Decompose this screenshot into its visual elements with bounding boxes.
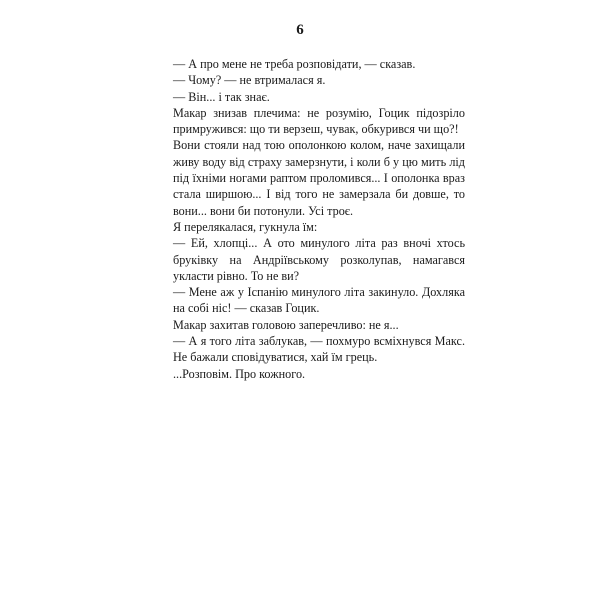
paragraph: — А я того літа заблукав, — похмуро всміхнувся Макс. Не бажали сповідуватися, хай їм грець. [173, 334, 465, 365]
page-number: 6 [296, 22, 304, 38]
body-text [173, 56, 465, 382]
paragraph: Макар знизав плечима: не розумію, Гоцик підозріло примружився: що ти верзеш, чувак, обкурився чи що?! [173, 105, 465, 137]
paragraph: — Мене аж у Іспанію минулого літа закинуло. Дохляка на собі ніс! — сказав Гоцик. [173, 285, 465, 316]
paragraph: — Чому? — не втрималася я. [173, 73, 326, 88]
paragraph: Я перелякалася, гукнула їм: [173, 219, 318, 234]
paragraph: — Він... і так знає. [173, 89, 270, 104]
paragraph: ...Розповім. Про кожного. [173, 366, 306, 381]
paragraph: Вони стояли над тою ополонкою колом, наче захищали живу воду від страху замерзнути, і коли б у цю мить лід під їхніми ногами раптом проломився... І ополонка враз стала ширшою... І від того не замерзала би довше, то вони... вони би потонули. Усі троє. [173, 138, 465, 218]
paragraph: Макар захитав головою заперечливо: не я... [173, 317, 399, 332]
paragraph: — А про мене не треба розповідати, — сказав. [173, 57, 416, 71]
paragraph: — Ей, хлопці... А ото минулого літа раз вночі хтось бруківку на Андріївському розколупав, намагався укласти рівно. То не ви? [173, 236, 465, 283]
